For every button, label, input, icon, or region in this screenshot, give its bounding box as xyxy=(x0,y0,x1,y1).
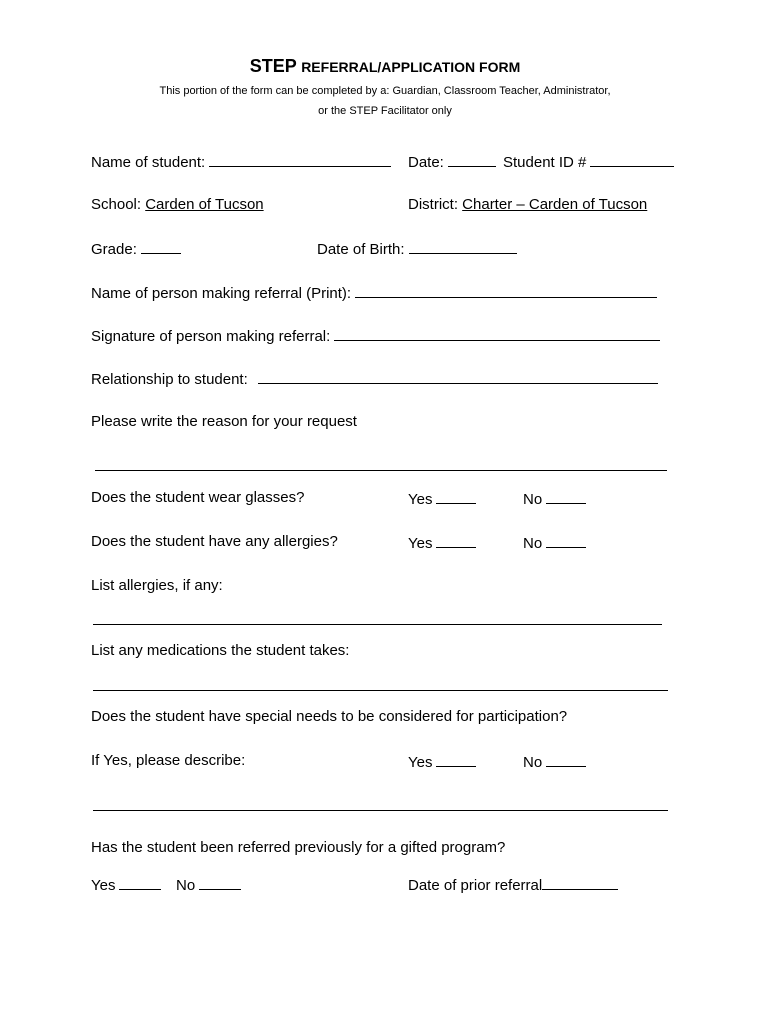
grade-label: Grade: xyxy=(91,241,137,258)
referrer-signature-label: Signature of person making referral: xyxy=(91,328,331,345)
allergies-no-label: No xyxy=(523,535,543,552)
gifted-question: Has the student been referred previously for a gifted program? xyxy=(91,839,506,856)
referrer-signature-row xyxy=(91,326,660,346)
gifted-no-label: No xyxy=(176,877,196,894)
allergies-question: Does the student have any allergies? xyxy=(91,533,338,550)
glasses-no-field[interactable] xyxy=(546,489,586,504)
school-row xyxy=(91,196,264,214)
student-name-row xyxy=(91,152,391,172)
medications-label: List any medications the student takes: xyxy=(91,642,350,659)
special-needs-question: Does the student have special needs to be considered for participation? xyxy=(91,708,568,725)
date-field[interactable] xyxy=(448,152,496,167)
student-name-field[interactable] xyxy=(209,152,391,167)
dob-field[interactable] xyxy=(409,239,517,254)
special-needs-yes xyxy=(408,752,476,772)
reason-field[interactable] xyxy=(95,470,667,471)
district-row xyxy=(408,196,647,214)
date-label: Date: xyxy=(408,154,444,171)
prior-referral-date-label: Date of prior referral xyxy=(408,877,543,894)
district-value: Charter – Carden of Tucson xyxy=(462,196,648,213)
dob-label: Date of Birth: xyxy=(317,241,405,258)
gifted-no-field[interactable] xyxy=(199,875,241,890)
referrer-name-field[interactable] xyxy=(355,283,657,298)
student-id-row xyxy=(503,152,674,172)
form-title-step: STEP xyxy=(249,56,297,76)
special-needs-no-field[interactable] xyxy=(546,752,586,767)
allergies-yes-field[interactable] xyxy=(436,533,476,548)
gifted-yes xyxy=(91,875,161,895)
school-value: Carden of Tucson xyxy=(145,196,264,213)
allergies-yes xyxy=(408,533,476,553)
student-name-label: Name of student: xyxy=(91,154,206,171)
special-needs-description-field[interactable] xyxy=(93,810,668,811)
medications-field[interactable] xyxy=(93,690,668,691)
allergies-no-field[interactable] xyxy=(546,533,586,548)
district-label: District: xyxy=(408,196,458,213)
date-row xyxy=(408,152,496,172)
form-title xyxy=(0,56,770,78)
glasses-yes xyxy=(408,489,476,509)
form-title-rest: REFERRAL/APPLICATION FORM xyxy=(301,59,521,75)
if-yes-describe-label: If Yes, please describe: xyxy=(91,752,246,769)
grade-field[interactable] xyxy=(141,239,181,254)
glasses-yes-field[interactable] xyxy=(436,489,476,504)
referrer-name-label: Name of person making referral (Print): xyxy=(91,285,352,302)
prior-referral-row xyxy=(408,875,618,895)
grade-row xyxy=(91,239,181,259)
special-needs-no xyxy=(523,752,586,772)
list-allergies-field[interactable] xyxy=(93,624,662,625)
dob-row xyxy=(317,239,517,259)
referrer-signature-field[interactable] xyxy=(334,326,660,341)
glasses-no xyxy=(523,489,586,509)
relationship-field[interactable] xyxy=(258,369,658,384)
glasses-question: Does the student wear glasses? xyxy=(91,489,305,506)
relationship-label: Relationship to student: xyxy=(91,371,248,388)
prior-referral-date-field[interactable] xyxy=(542,875,618,890)
referrer-name-row xyxy=(91,283,657,303)
form-subtitle-line1: This portion of the form can be completed by a: Guardian, Classroom Teacher, Administrator, xyxy=(159,85,611,97)
school-label: School: xyxy=(91,196,142,213)
special-needs-yes-label: Yes xyxy=(408,754,433,771)
gifted-yes-field[interactable] xyxy=(119,875,161,890)
relationship-row xyxy=(91,369,658,389)
special-needs-no-label: No xyxy=(523,754,543,771)
list-allergies-label: List allergies, if any: xyxy=(91,577,223,594)
glasses-yes-label: Yes xyxy=(408,491,433,508)
gifted-no xyxy=(176,875,241,895)
form-subtitle-line2: or the STEP Facilitator only xyxy=(318,105,452,117)
reason-label: Please write the reason for your request xyxy=(91,413,357,430)
student-id-label: Student ID # xyxy=(503,154,587,171)
gifted-yes-label: Yes xyxy=(91,877,116,894)
student-id-field[interactable] xyxy=(590,152,674,167)
allergies-yes-label: Yes xyxy=(408,535,433,552)
allergies-no xyxy=(523,533,586,553)
glasses-no-label: No xyxy=(523,491,543,508)
special-needs-yes-field[interactable] xyxy=(436,752,476,767)
